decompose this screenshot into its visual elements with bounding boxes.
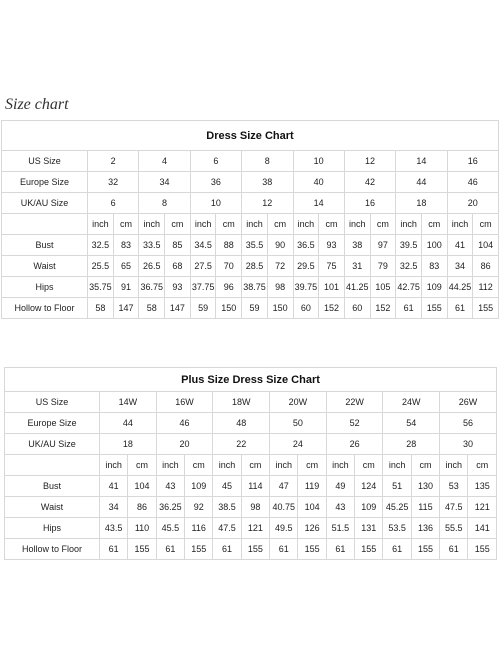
table-cell: cm xyxy=(370,214,396,235)
table-cell: 20 xyxy=(447,193,498,214)
table-cell: 22 xyxy=(213,434,270,455)
table-cell: 109 xyxy=(421,277,447,298)
table-cell: 55.5 xyxy=(440,518,468,539)
table-cell: cm xyxy=(185,455,213,476)
table-cell: 47.5 xyxy=(213,518,241,539)
table-cell: 14W xyxy=(100,392,157,413)
table-cell: 112 xyxy=(473,277,499,298)
table-cell: 121 xyxy=(241,518,269,539)
table-cell: 96 xyxy=(216,277,242,298)
row-label: Europe Size xyxy=(5,413,100,434)
chart-title: Plus Size Dress Size Chart xyxy=(4,367,497,391)
table-cell: 147 xyxy=(113,298,139,319)
europe-size-row xyxy=(5,413,497,434)
table-cell: 86 xyxy=(473,256,499,277)
table-cell: cm xyxy=(267,214,293,235)
us-size-row xyxy=(5,392,497,413)
table-cell: 61 xyxy=(440,539,468,560)
table-cell: 65 xyxy=(113,256,139,277)
table-cell: 93 xyxy=(319,235,345,256)
table-cell: 90 xyxy=(267,235,293,256)
table-cell: 110 xyxy=(128,518,156,539)
table-cell: 60 xyxy=(293,298,319,319)
table-cell: 29.5 xyxy=(293,256,319,277)
table-cell: 18 xyxy=(100,434,157,455)
table-cell: 46 xyxy=(156,413,213,434)
table-cell: 104 xyxy=(473,235,499,256)
table-cell: 155 xyxy=(468,539,497,560)
table-cell: 155 xyxy=(411,539,439,560)
table-cell: 104 xyxy=(128,476,156,497)
table-cell: cm xyxy=(241,455,269,476)
table-cell: 14 xyxy=(293,193,344,214)
table-cell: 36 xyxy=(190,172,241,193)
table-cell: inch xyxy=(88,214,114,235)
table-cell: 34 xyxy=(447,256,473,277)
table-cell: 22W xyxy=(326,392,383,413)
table-cell: 34.5 xyxy=(190,235,216,256)
table-cell: 51.5 xyxy=(326,518,354,539)
table-cell: 59 xyxy=(190,298,216,319)
table-cell: 20 xyxy=(156,434,213,455)
hips-row xyxy=(2,277,499,298)
table-cell: inch xyxy=(383,455,411,476)
row-label: Hollow to Floor xyxy=(2,298,88,319)
row-label: Bust xyxy=(5,476,100,497)
table-cell: 43 xyxy=(156,476,184,497)
table-cell: 85 xyxy=(165,235,191,256)
table-cell: 60 xyxy=(344,298,370,319)
table-cell: 147 xyxy=(165,298,191,319)
table-cell: 43.5 xyxy=(100,518,128,539)
table-cell: 59 xyxy=(242,298,268,319)
table-cell: 41 xyxy=(447,235,473,256)
table-cell: 10 xyxy=(190,193,241,214)
row-label: Hips xyxy=(2,277,88,298)
table-cell: 38 xyxy=(242,172,293,193)
table-cell: 28.5 xyxy=(242,256,268,277)
table-cell: 49 xyxy=(326,476,354,497)
table-cell: 2 xyxy=(88,151,139,172)
table-cell: 18 xyxy=(396,193,447,214)
table-cell: 98 xyxy=(267,277,293,298)
table-cell: cm xyxy=(113,214,139,235)
table-cell: 35.5 xyxy=(242,235,268,256)
table-cell: cm xyxy=(473,214,499,235)
table-cell: 101 xyxy=(319,277,345,298)
table-cell: 34 xyxy=(139,172,190,193)
row-label xyxy=(5,455,100,476)
table-cell: 32 xyxy=(88,172,139,193)
table-cell: 52 xyxy=(326,413,383,434)
table-cell: 54 xyxy=(383,413,440,434)
table-cell: 46 xyxy=(447,172,498,193)
table-cell: 152 xyxy=(319,298,345,319)
table-cell: 45.25 xyxy=(383,497,411,518)
plus-size-chart xyxy=(4,367,497,561)
size-table xyxy=(1,150,499,319)
us-size-row xyxy=(2,151,499,172)
table-cell: 53.5 xyxy=(383,518,411,539)
table-cell: 92 xyxy=(185,497,213,518)
table-cell: 38.5 xyxy=(213,497,241,518)
size-table xyxy=(4,391,497,560)
unit-row xyxy=(5,455,497,476)
table-cell: 18W xyxy=(213,392,270,413)
table-cell: 116 xyxy=(185,518,213,539)
bust-row xyxy=(5,476,497,497)
table-cell: 47 xyxy=(270,476,298,497)
table-cell: 58 xyxy=(139,298,165,319)
table-cell: inch xyxy=(270,455,298,476)
table-cell: 37.75 xyxy=(190,277,216,298)
table-cell: 44 xyxy=(396,172,447,193)
hollow-to-floor-row xyxy=(2,298,499,319)
table-cell: 131 xyxy=(355,518,383,539)
table-cell: 155 xyxy=(355,539,383,560)
row-label: Europe Size xyxy=(2,172,88,193)
table-cell: inch xyxy=(293,214,319,235)
table-cell: 126 xyxy=(298,518,326,539)
row-label: Bust xyxy=(2,235,88,256)
table-cell: 30 xyxy=(440,434,497,455)
table-cell: 152 xyxy=(370,298,396,319)
hips-row xyxy=(5,518,497,539)
table-cell: 58 xyxy=(88,298,114,319)
table-cell: 109 xyxy=(355,497,383,518)
table-cell: 109 xyxy=(185,476,213,497)
table-cell: cm xyxy=(355,455,383,476)
table-cell: 40 xyxy=(293,172,344,193)
table-cell: 35.75 xyxy=(88,277,114,298)
table-cell: 27.5 xyxy=(190,256,216,277)
table-cell: 33.5 xyxy=(139,235,165,256)
table-cell: 70 xyxy=(216,256,242,277)
row-label: Waist xyxy=(2,256,88,277)
table-cell: 155 xyxy=(128,539,156,560)
table-cell: 61 xyxy=(270,539,298,560)
table-cell: 50 xyxy=(270,413,327,434)
row-label: UK/AU Size xyxy=(2,193,88,214)
table-cell: 38 xyxy=(344,235,370,256)
table-cell: 4 xyxy=(139,151,190,172)
row-label: US Size xyxy=(2,151,88,172)
table-cell: 32.5 xyxy=(88,235,114,256)
table-cell: 34 xyxy=(100,497,128,518)
table-cell: 135 xyxy=(468,476,497,497)
table-cell: inch xyxy=(242,214,268,235)
table-cell: 36.5 xyxy=(293,235,319,256)
europe-size-row xyxy=(2,172,499,193)
row-label: Waist xyxy=(5,497,100,518)
table-cell: 105 xyxy=(370,277,396,298)
waist-row xyxy=(2,256,499,277)
uk-size-row xyxy=(5,434,497,455)
waist-row xyxy=(5,497,497,518)
table-cell: inch xyxy=(326,455,354,476)
table-cell: 26.5 xyxy=(139,256,165,277)
table-cell: 8 xyxy=(242,151,293,172)
table-cell: 16 xyxy=(447,151,498,172)
table-cell: 104 xyxy=(298,497,326,518)
table-cell: cm xyxy=(128,455,156,476)
table-cell: 93 xyxy=(165,277,191,298)
page-title: Size chart xyxy=(5,96,69,113)
table-cell: inch xyxy=(100,455,128,476)
table-cell: 115 xyxy=(411,497,439,518)
bust-row xyxy=(2,235,499,256)
row-label: Hollow to Floor xyxy=(5,539,100,560)
table-cell: 42 xyxy=(344,172,395,193)
table-cell: inch xyxy=(139,214,165,235)
table-cell: 61 xyxy=(396,298,422,319)
table-cell: 119 xyxy=(298,476,326,497)
table-cell: 40.75 xyxy=(270,497,298,518)
table-cell: 16W xyxy=(156,392,213,413)
table-cell: 12 xyxy=(344,151,395,172)
table-cell: 16 xyxy=(344,193,395,214)
table-cell: 61 xyxy=(383,539,411,560)
table-cell: 53 xyxy=(440,476,468,497)
table-cell: 61 xyxy=(156,539,184,560)
table-cell: 86 xyxy=(128,497,156,518)
table-cell: cm xyxy=(411,455,439,476)
row-label: US Size xyxy=(5,392,100,413)
table-cell: 38.75 xyxy=(242,277,268,298)
table-cell: 61 xyxy=(213,539,241,560)
table-cell: 41.25 xyxy=(344,277,370,298)
table-cell: inch xyxy=(190,214,216,235)
table-cell: 61 xyxy=(100,539,128,560)
table-cell: 51 xyxy=(383,476,411,497)
table-cell: inch xyxy=(440,455,468,476)
table-cell: inch xyxy=(396,214,422,235)
table-cell: 150 xyxy=(267,298,293,319)
table-cell: 61 xyxy=(326,539,354,560)
table-cell: 79 xyxy=(370,256,396,277)
table-cell: 44.25 xyxy=(447,277,473,298)
hollow-to-floor-row xyxy=(5,539,497,560)
table-cell: 83 xyxy=(113,235,139,256)
table-cell: 10 xyxy=(293,151,344,172)
table-cell: inch xyxy=(447,214,473,235)
uk-size-row xyxy=(2,193,499,214)
table-cell: 68 xyxy=(165,256,191,277)
table-cell: 91 xyxy=(113,277,139,298)
row-label: Hips xyxy=(5,518,100,539)
table-cell: 114 xyxy=(241,476,269,497)
table-cell: 36.75 xyxy=(139,277,165,298)
table-cell: cm xyxy=(165,214,191,235)
table-cell: 83 xyxy=(421,256,447,277)
table-cell: cm xyxy=(421,214,447,235)
table-cell: 49.5 xyxy=(270,518,298,539)
unit-row xyxy=(2,214,499,235)
table-cell: 45 xyxy=(213,476,241,497)
table-cell: cm xyxy=(468,455,497,476)
table-cell: 42.75 xyxy=(396,277,422,298)
table-cell: 98 xyxy=(241,497,269,518)
dress-size-chart xyxy=(1,120,499,316)
table-cell: 25.5 xyxy=(88,256,114,277)
table-cell: 24 xyxy=(270,434,327,455)
table-cell: 141 xyxy=(468,518,497,539)
table-cell: 28 xyxy=(383,434,440,455)
table-cell: 8 xyxy=(139,193,190,214)
table-cell: inch xyxy=(156,455,184,476)
table-cell: 72 xyxy=(267,256,293,277)
table-cell: 12 xyxy=(242,193,293,214)
chart-title: Dress Size Chart xyxy=(1,120,499,150)
table-cell: 155 xyxy=(185,539,213,560)
table-cell: 124 xyxy=(355,476,383,497)
table-cell: inch xyxy=(344,214,370,235)
table-cell: 31 xyxy=(344,256,370,277)
table-cell: 88 xyxy=(216,235,242,256)
table-cell: 150 xyxy=(216,298,242,319)
table-cell: 6 xyxy=(88,193,139,214)
table-cell: 56 xyxy=(440,413,497,434)
table-cell: 45.5 xyxy=(156,518,184,539)
row-label xyxy=(2,214,88,235)
table-cell: 43 xyxy=(326,497,354,518)
table-cell: 20W xyxy=(270,392,327,413)
table-cell: 41 xyxy=(100,476,128,497)
table-cell: 32.5 xyxy=(396,256,422,277)
table-cell: 6 xyxy=(190,151,241,172)
table-cell: 155 xyxy=(473,298,499,319)
table-cell: inch xyxy=(213,455,241,476)
table-cell: 26W xyxy=(440,392,497,413)
table-cell: 100 xyxy=(421,235,447,256)
table-cell: 75 xyxy=(319,256,345,277)
table-cell: 48 xyxy=(213,413,270,434)
table-cell: 47.5 xyxy=(440,497,468,518)
table-cell: 24W xyxy=(383,392,440,413)
table-cell: 14 xyxy=(396,151,447,172)
table-cell: cm xyxy=(216,214,242,235)
table-cell: cm xyxy=(319,214,345,235)
table-cell: 97 xyxy=(370,235,396,256)
table-cell: 36.25 xyxy=(156,497,184,518)
table-cell: 155 xyxy=(421,298,447,319)
row-label: UK/AU Size xyxy=(5,434,100,455)
table-cell: 44 xyxy=(100,413,157,434)
table-cell: 155 xyxy=(298,539,326,560)
table-cell: 39.75 xyxy=(293,277,319,298)
table-cell: 39.5 xyxy=(396,235,422,256)
table-cell: 136 xyxy=(411,518,439,539)
table-cell: 26 xyxy=(326,434,383,455)
table-cell: 155 xyxy=(241,539,269,560)
table-cell: cm xyxy=(298,455,326,476)
table-cell: 121 xyxy=(468,497,497,518)
table-cell: 61 xyxy=(447,298,473,319)
table-cell: 130 xyxy=(411,476,439,497)
